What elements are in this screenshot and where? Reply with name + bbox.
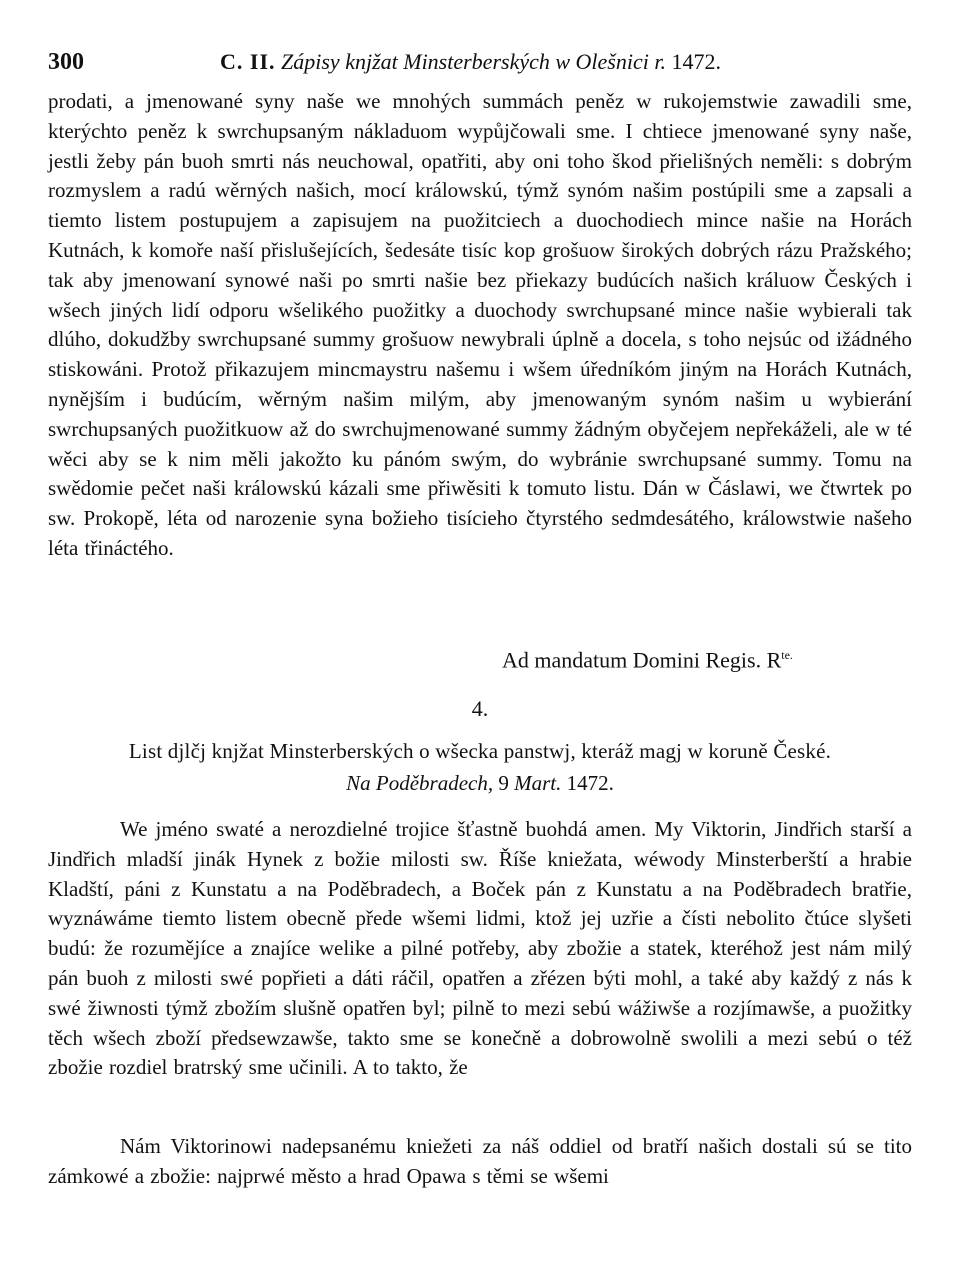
document-title: List djlčj knjžat Minsterberských o wšecka panstwj, kteráž magj w koruně České. xyxy=(128,739,832,763)
paragraph-charter-opening: We jméno swaté a nerozdielné trojice šťastně buohdá amen. My Viktorin, Jindřich starší a Jindřich mladší jinák Hynek z božie milosti sw. Říše kniežata, wéwody Minsterberští a hrabie Kladští, páni z Kunstatu a na Poděbradech, a Boček pán z Kunstatu a na Poděbradech bratřie, wyznáwáme tiemto listem obecně přede wšemi lidmi, ktož jej uzřie a čísti nebolito čtúce slyšeti budú: že rozumějíce a znajíce welike a pilné potřeby, aby zbožie a statek, kteréhož jest nám milý pán buoh z milosti swé popřieti a dáti ráčil, opatřen a zřézen býti mohl, a také aby každý z nás k swé žiwnosti týmž zbožím slušně opatřen byl; pilně to mezi sebú wážiwše a rozjímawše, a puožitky těch wšech zboží předsewzawše, takto sme se konečně a dobrowolně swolili a mezi sebú o též zbožie rozdiel bratrský sme učinili. A to takto, že xyxy=(48,817,912,1080)
dateline-month: Mart. xyxy=(514,771,562,795)
page-number: 300 xyxy=(48,49,84,75)
running-head-section: C. II. xyxy=(220,49,276,74)
dateline-place: Na Poděbradech, xyxy=(346,771,494,795)
dateline-day: 9 xyxy=(498,771,509,795)
running-head-year: 1472. xyxy=(671,49,721,74)
dateline-year: 1472. xyxy=(566,771,614,795)
document-dateline xyxy=(48,768,912,798)
page-header xyxy=(48,44,912,80)
document-number: 4. xyxy=(471,696,489,721)
paragraph-continuation: prodati, a jmenowané syny naše we mnohých summách peněz w rukojemstwie zawadili sme, kterýchto peněz k swrchupsaným nákladuom wypůjčowali sme. I chtiece jmenowané syny naše, jestli žeby pán buoh smrti nás neuchowal, opatřiti, aby oni toho škod přielišných neměli: s dobrým rozmyslem a radú wěrných našich, mocí králowskú, týmž synóm našim postúpili sme a zapsali a tiemto listem postupujem a zapisujem na puožitciech a duochodiech mince našie na Horách Kutnách, k komoře naší přislušejících, šedesáte tisíc kop grošuow širokých dobrých rázu Pražského; tak aby jmenowaní synowé naši po smrti našie bez přiekazy budúcích našich králuow Českých i wšech jiných lidí odporu wšelikého puožitky a duochody swrchupsané mince našie wybierali tak dlúho, dokudžby swrchupsané summy grošuow newybrali úplně a docela, s toho nejsúc od ižádného stiskowáni. Protož přikazujem mincmaystru našemu i wšem úředníkóm jiným na Horách Kutnách, nynějším i budúcím, wěrným našim milým, aby jmenowaným synóm našim u wybierání swrchupsaných puožitkuow až do swrchujmenowané summy žádným obyčejem nepřekáželi, ale w té wěci aby se k nim měli jakožto ku pánóm swým, do wybránie swrchupsané summy. Tomu na swědomie pečet naši králowskú kázali sme přiwěsiti k tomuto listu. Dán w Čáslawi, we čtwrtek po sw. Prokopě, léta od narozenie syna božieho tisícieho čtyrstého sedmdesátého, králowstwie našeho léta třináctého. xyxy=(48,89,912,560)
running-head-title: Zápisy knjžat Minsterberských w Olešnici r. xyxy=(281,49,666,74)
paragraph-charter-division: Nám Viktorinowi nadepsanému kniežeti za náš oddiel od bratří našich dostali sú se tito zámkowé a zbožie: najprwé město a hrad Opawa s těmi se wšemi xyxy=(48,1134,912,1188)
signature-text: Ad mandatum Domini Regis. R xyxy=(502,647,782,673)
running-head xyxy=(220,44,721,80)
signature-superscript: te. xyxy=(781,648,793,662)
signature-line xyxy=(502,640,793,675)
